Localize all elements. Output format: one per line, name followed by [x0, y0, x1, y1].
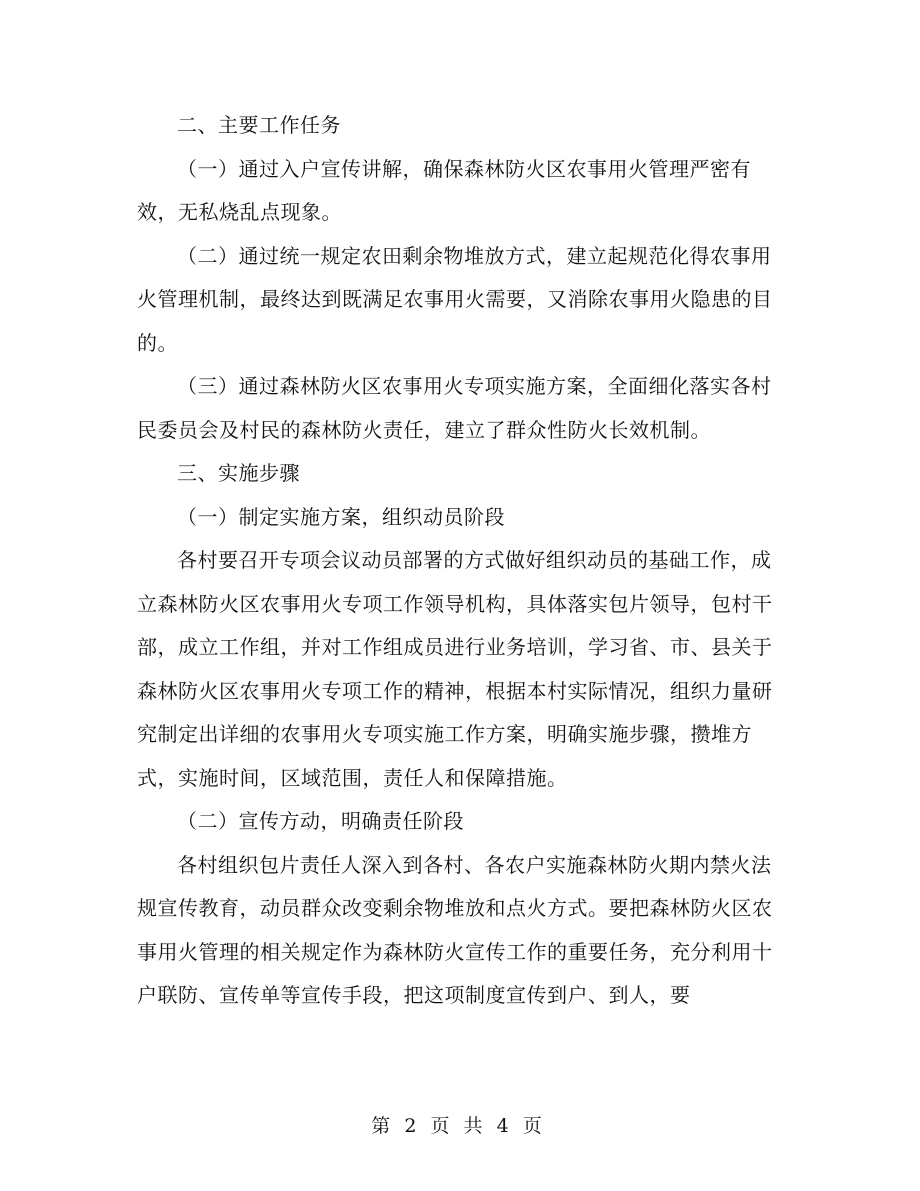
section-heading-main-tasks: 二、主要工作任务	[177, 113, 341, 137]
footer-total-pages: 4	[496, 1115, 510, 1137]
document-body	[137, 104, 787, 1018]
section-heading-steps: 三、实施步骤	[177, 461, 300, 485]
footer-suffix: 页	[522, 1115, 543, 1137]
paragraph-task-2: （二）通过统一规定农田剩余物堆放方式，建立起规范化得农事用火管理机制，最终达到既满足农事用火需要，又消除农事用火隐患的目的。	[137, 243, 773, 355]
page-number-footer	[0, 1111, 920, 1141]
footer-total-word: 共	[463, 1115, 484, 1137]
paragraph-step-1-detail: 各村要召开专项会议动员部署的方式做好组织动员的基础工作，成立森林防火区农事用火专项工作领导机构，具体落实包片领导，包村干部，成立工作组，并对工作组成员进行业务培训，学习省、市、县关于森林防火区农事用火专项工作的精神，根据本村实际情况，组织力量研究制定出详细的农事用火专项实施工作方案，明确实施步骤，攒堆方式，实施时间，区域范围，责任人和保障措施。	[137, 548, 773, 790]
footer-current-page: 2	[404, 1115, 418, 1137]
subheading-step-1: （一）制定实施方案，组织动员阶段	[177, 504, 505, 529]
footer-page-word: 页	[430, 1115, 451, 1137]
paragraph-task-3: （三）通过森林防火区农事用火专项实施方案，全面细化落实各村民委员会及村民的森林防火责任，建立了群众性防火长效机制。	[137, 374, 772, 442]
paragraph-task-1: （一）通过入户宣传讲解，确保森林防火区农事用火管理严密有效，无私烧乱点现象。	[137, 156, 751, 224]
paragraph-step-2-detail: 各村组织包片责任人深入到各村、各农户实施森林防火期内禁火法规宣传教育，动员群众改变剩余物堆放和点火方式。要把森林防火区农事用火管理的相关规定作为森林防火宣传工作的重要任务，充分利用十户联防、宣传单等宣传手段，把这项制度宣传到户、到人，要	[137, 852, 773, 1007]
footer-prefix: 第	[371, 1115, 392, 1137]
subheading-step-2: （二）宣传方动，明确责任阶段	[177, 809, 464, 833]
